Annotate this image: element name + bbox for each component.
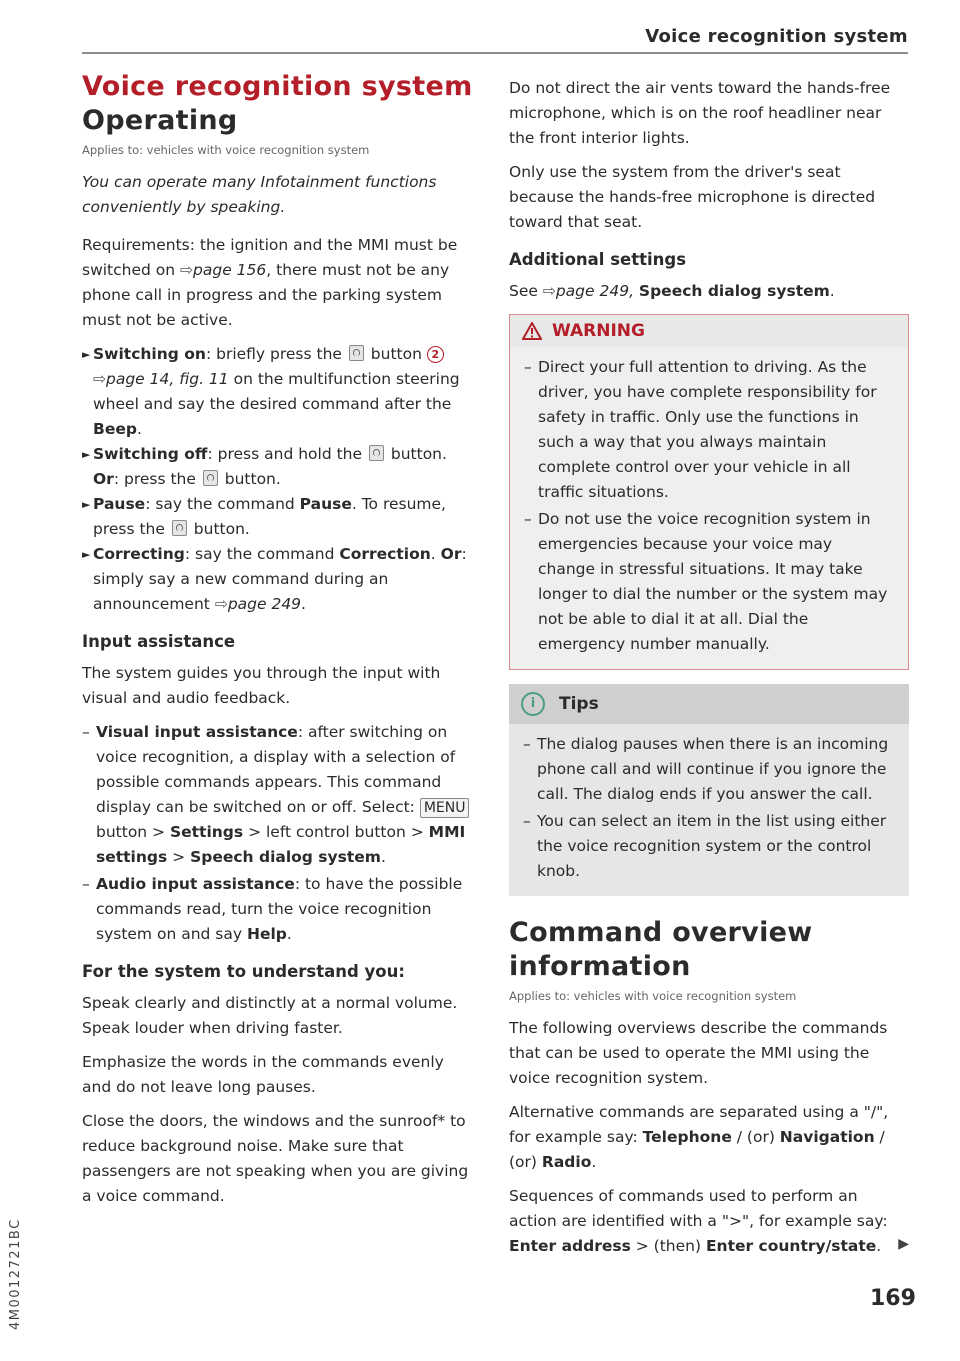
visual-assistance-item: – Visual input assistance: after switching on voice recognition, a display with a selection of possible commands appears. This command display can be switched on or off. Select: MENU button > Settings > left control button > MMI settings > Speech dialog system.	[82, 720, 477, 870]
overview-text-1: The following overviews describe the commands that can be used to operate the MMI using the voice recognition system.	[509, 1019, 888, 1087]
overview-text-2: Alternative commands are separated using a "/", for example say: Telephone / (or) Navigation / (or) Radio.	[509, 1103, 889, 1171]
warning-body	[510, 347, 908, 669]
page-ref-arrow-icon: ⇨	[93, 370, 106, 388]
document-code: 4M0012721BC	[8, 1218, 23, 1330]
menu-key-icon: MENU	[420, 798, 470, 818]
left-column	[82, 70, 477, 1218]
overview-text-3: Sequences of commands used to perform an action are identified with a ">", for example say: Enter address > (then) Enter country/state. ▶	[509, 1187, 909, 1255]
tips-list	[523, 732, 895, 884]
see-reference: See ⇨page 249, Speech dialog system.	[509, 282, 835, 300]
page-ref-arrow-icon: ⇨	[542, 282, 556, 300]
chapter-title: Voice recognition system	[82, 71, 473, 102]
input-assistance-text: The system guides you through the input with visual and audio feedback.	[82, 664, 441, 707]
warning-item: – Direct your full attention to driving. As the driver, you have complete responsibility for safety in traffic. Only use the functions in such a way that you always maintain complete control over your vehicle in all traffic situations.	[524, 358, 877, 501]
warning-title: WARNING	[552, 321, 645, 341]
end-button-icon	[203, 470, 218, 486]
understand-heading: For the system to understand you:	[82, 962, 405, 981]
tips-box	[509, 684, 909, 896]
warning-item: – Do not use the voice recognition system in emergencies because your voice may change in stressful situations. It may take longer to dial the number or the system may not be able to dial it at all. Dial the emergency number manually.	[524, 510, 888, 653]
additional-settings-heading: Additional settings	[509, 250, 687, 269]
voice-button-icon	[172, 520, 187, 536]
side-code	[8, 1090, 28, 1340]
understand-text-1: Speak clearly and distinctly at a normal volume. Speak louder when driving faster.	[82, 994, 458, 1037]
air-vents-text: Do not direct the air vents toward the hands-free microphone, which is on the roof headliner near the front interior lights.	[509, 79, 891, 147]
page-ref-link[interactable]: page 249	[227, 595, 302, 613]
page-number: 169	[870, 1286, 916, 1311]
warning-box	[509, 314, 909, 670]
continue-arrow-icon: ▶	[898, 1236, 909, 1252]
page-ref-arrow-icon: ⇨	[214, 595, 228, 613]
step-switching-on: ► Switching on: briefly press the button 2 ⇨page 14, fig. 11 on the multifunction steering wheel and say the desired command after the Beep.	[82, 342, 477, 442]
warning-header	[510, 315, 908, 347]
command-overview-title: Command overview information	[509, 917, 813, 982]
page-ref-arrow-icon: ⇨	[180, 261, 194, 279]
step-pause: ► Pause: say the command Pause. To resume, press the button.	[82, 492, 477, 542]
page-ref-link[interactable]: page 14, fig. 11	[106, 370, 229, 388]
section-title: Operating	[82, 105, 238, 136]
tips-body	[509, 724, 909, 896]
understand-text-3: Close the doors, the windows and the sunroof* to reduce background noise. Make sure that passengers are not speaking when you are giving a voice command.	[82, 1112, 469, 1205]
intro-text: You can operate many Infotainment functions conveniently by speaking.	[82, 173, 437, 216]
voice-button-icon	[349, 345, 364, 361]
tips-header	[509, 684, 909, 724]
audio-assistance-item: – Audio input assistance: to have the possible commands read, turn the voice recognition system on and say Help.	[82, 875, 463, 943]
step-triangle-icon: ►	[82, 448, 91, 461]
step-triangle-icon: ►	[82, 548, 91, 561]
right-column	[509, 76, 909, 1268]
step-list	[82, 342, 477, 617]
warning-list	[524, 355, 894, 657]
step-triangle-icon: ►	[82, 348, 91, 361]
tips-item: – You can select an item in the list using either the voice recognition system or the control knob.	[523, 812, 887, 880]
step-switching-off: ► Switching off: press and hold the button. Or: press the button.	[82, 442, 477, 492]
page-ref-link[interactable]: page 249,	[555, 282, 639, 300]
running-head: Voice recognition system	[645, 26, 908, 47]
callout-number: 2	[427, 346, 444, 363]
understand-text-2: Emphasize the words in the commands evenly and do not leave long pauses.	[82, 1053, 444, 1096]
tips-item: – The dialog pauses when there is an incoming phone call and will continue if you ignore the call. The dialog ends if you answer the call.	[523, 735, 889, 803]
applies-note: Applies to: vehicles with voice recognition system	[509, 989, 797, 1003]
page-ref-link[interactable]: page 156	[193, 261, 267, 279]
voice-button-icon	[369, 445, 384, 461]
step-correcting: ► Correcting: say the command Correction. Or: simply say a new command during an announcement ⇨page 249.	[82, 542, 477, 617]
input-assistance-heading: Input assistance	[82, 632, 236, 651]
requirements-text: Requirements: the ignition and the MMI must be switched on ⇨page 156, there must not be any phone call in progress and the parking system must not be active.	[82, 236, 458, 329]
drivers-seat-text: Only use the system from the driver's seat because the hands-free microphone is directed toward that seat.	[509, 163, 876, 231]
info-icon: i	[521, 692, 545, 716]
tips-title: Tips	[559, 694, 599, 714]
applies-note: Applies to: vehicles with voice recognition system	[82, 143, 370, 157]
header-rule	[82, 52, 908, 54]
warning-triangle-icon	[522, 322, 542, 340]
assistance-list	[82, 720, 477, 947]
step-triangle-icon: ►	[82, 498, 91, 511]
